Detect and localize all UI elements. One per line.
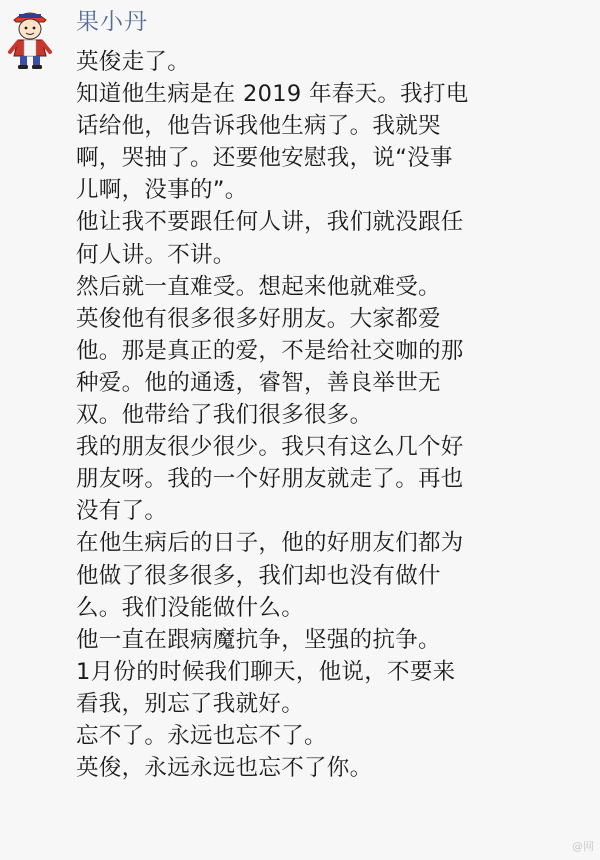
post-line: 啊，哭抽了。还要他安慰我，说“没事 — [76, 145, 453, 172]
post-line: 何人讲。不讲。 — [76, 241, 236, 268]
post-line: 双。他带给了我们很多很多。 — [76, 402, 373, 429]
post-line: 然后就一直难受。想起来他就难受。 — [76, 273, 441, 300]
post-line: 英俊走了。 — [76, 49, 191, 75]
post-line: 在他生病后的日子，他的好朋友们都为 — [76, 530, 464, 557]
post-line: 他一直在跟病魔抗争，坚强的抗争。 — [76, 626, 441, 653]
post-line: 没有了。 — [76, 498, 168, 525]
post-line: 忘不了。永远也忘不了。 — [76, 722, 327, 749]
post-line: 我的朋友很少很少。我只有这么几个好 — [76, 434, 464, 461]
post-line: 他做了很多很多，我们却也没有做什 — [76, 562, 441, 589]
post-line: 他让我不要跟任何人讲，我们就没跟任 — [76, 209, 464, 236]
post-line: 儿啊，没事的”。 — [76, 177, 248, 204]
author-name[interactable]: 果小丹 — [76, 9, 148, 35]
cartoon-avatar-icon — [6, 6, 54, 70]
avatar[interactable] — [6, 6, 54, 70]
post-line: 1月份的时候我们聊天，他说，不要来 — [76, 658, 456, 685]
post-line: 看我，别忘了我就好。 — [76, 690, 305, 717]
post-line: 种爱。他的通透，睿智，善良举世无 — [76, 369, 441, 396]
post-line: 他。那是真正的爱，不是给社交咖的那 — [76, 337, 464, 364]
post-line: 么。我们没能做什么。 — [76, 594, 305, 621]
post-body — [76, 46, 586, 784]
post-line: 话给他，他告诉我他生病了。我就哭 — [76, 113, 441, 140]
post-line: 朋友呀。我的一个好朋友就走了。再也 — [76, 466, 464, 493]
post-line: 英俊，永远永远也忘不了你。 — [76, 755, 373, 782]
watermark: @网 — [572, 840, 594, 853]
post-line: 英俊他有很多很多好朋友。大家都爱 — [76, 305, 441, 332]
post-line: 知道他生病是在 2019 年春天。我打电 — [76, 81, 469, 108]
